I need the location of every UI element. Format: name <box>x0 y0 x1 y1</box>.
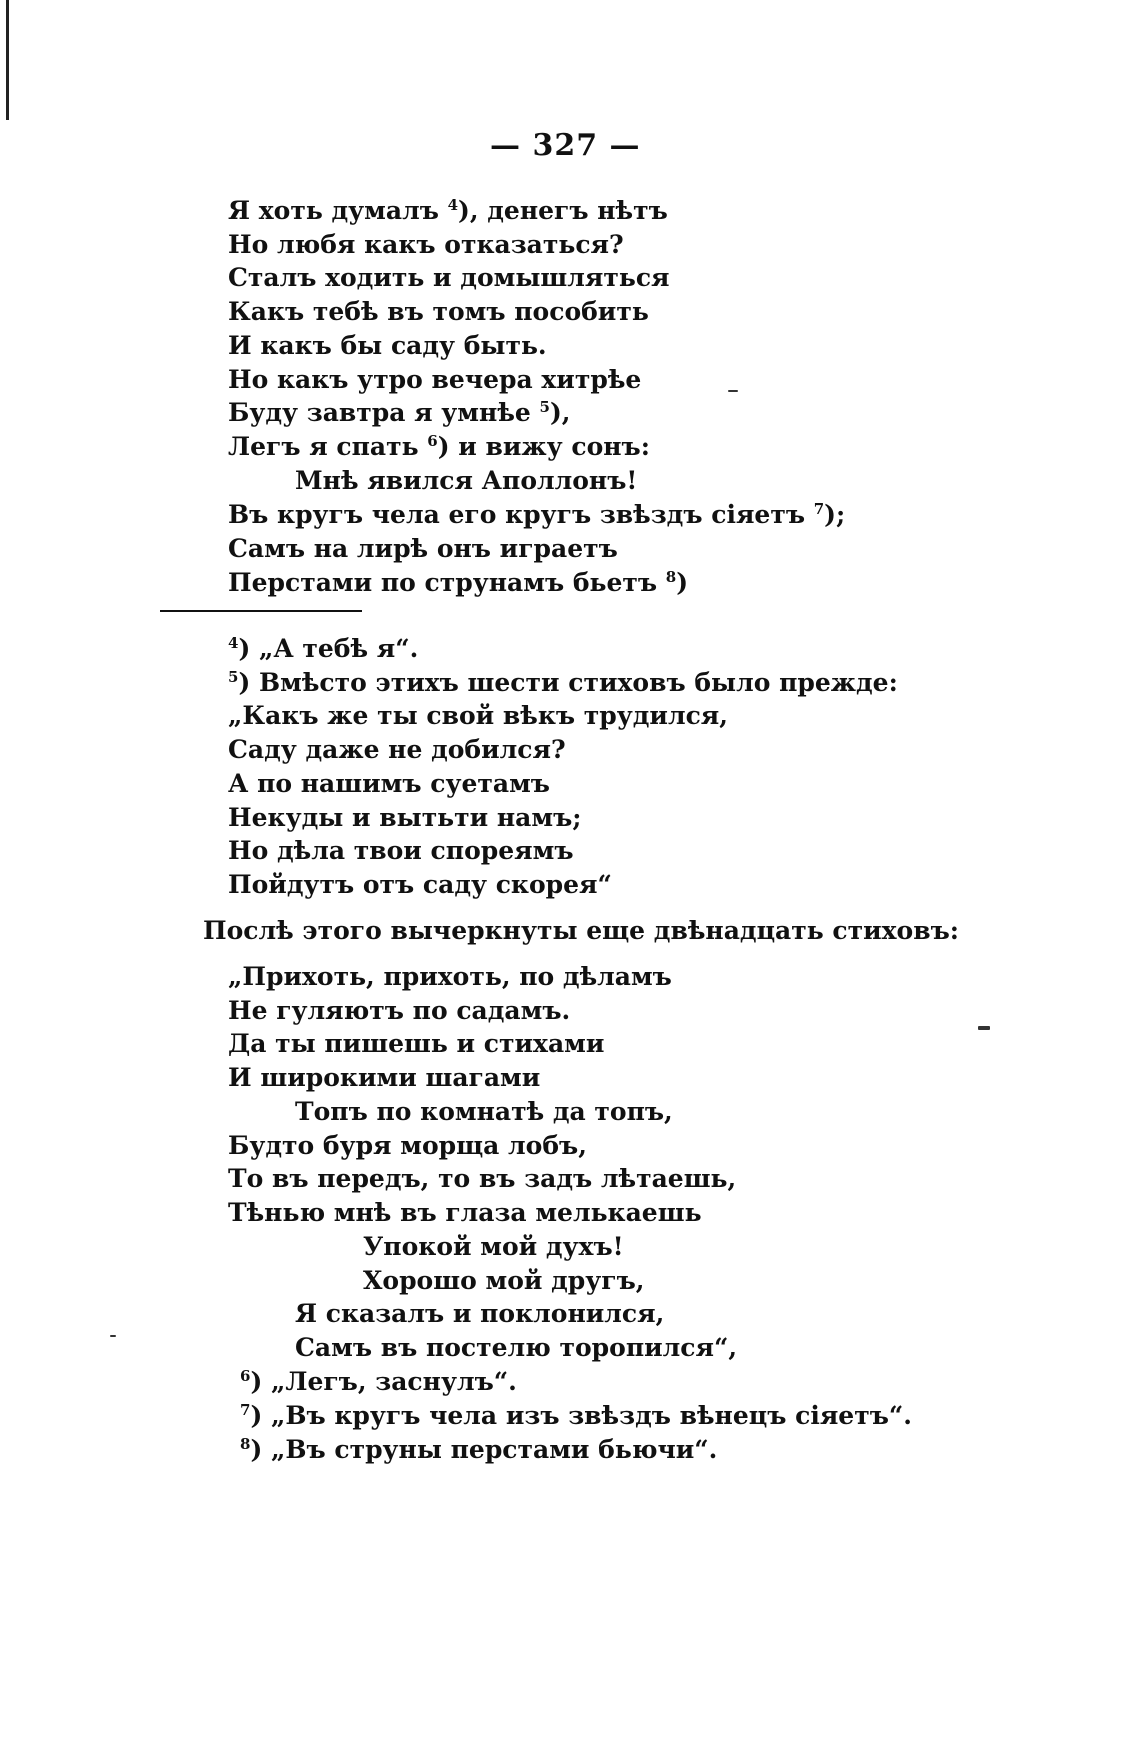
poem-line: Въ кругъ чела его кругъ звѣздъ сіяетъ $^7$); <box>228 500 846 529</box>
crossed-out-line: И широкими шагами <box>228 1063 541 1092</box>
poem-line: Но любя какъ отказаться? <box>228 230 624 259</box>
poem-line: Сталъ ходить и домышляться <box>228 263 670 292</box>
poem-line: Легъ я спать $^6$) и вижу сонъ: <box>228 432 650 461</box>
crossed-out-line: „Прихоть, прихоть, по дѣламъ <box>228 962 672 991</box>
crossed-out-line: То въ передъ, то въ задъ лѣтаешь, <box>228 1164 737 1193</box>
footnote-8: $^8$) „Въ струны перстами бьючи“. <box>240 1435 718 1464</box>
crossed-out-line: Тѣнью мнѣ въ глаза мелькаешь <box>228 1198 702 1227</box>
footnote-5-line: А по нашимъ суетамъ <box>228 769 550 798</box>
footnote-5-line: Пойдутъ отъ саду скорея“ <box>228 870 612 899</box>
crossed-out-line: Будто буря морща лобъ, <box>228 1131 587 1160</box>
crossed-out-line: Упокой мой духъ! <box>363 1232 624 1261</box>
scan-speck <box>110 1335 116 1337</box>
poem-line: Буду завтра я умнѣе $^5$), <box>228 398 571 427</box>
crossed-out-line: Не гуляютъ по садамъ. <box>228 996 571 1025</box>
footnote-6: $^6$) „Легъ, заснулъ“. <box>240 1367 517 1396</box>
crossed-out-line: Самъ въ постелю торопился“, <box>295 1333 738 1362</box>
footnote-7: $^7$) „Въ кругъ чела изъ звѣздъ вѣнецъ сіяетъ“. <box>240 1401 912 1430</box>
crossed-out-line: Топъ по комнатѣ да топъ, <box>295 1097 673 1126</box>
footnote-5-line: Но дѣла твои спореямъ <box>228 836 574 865</box>
crossed-out-line: Да ты пишешь и стихами <box>228 1029 605 1058</box>
scan-speck <box>978 1026 990 1030</box>
footnote-4: $^4$) „А тебѣ я“. <box>228 634 419 663</box>
footnote-5-line: „Какъ же ты свой вѣкъ трудился, <box>228 701 728 730</box>
crossed-out-intro: Послѣ этого вычеркнуты еще двѣнадцать стиховъ: <box>203 916 960 945</box>
poem-line: Перстами по струнамъ бьетъ $^8$) <box>228 568 689 597</box>
poem-line: Я хоть думалъ $^4$), денегъ нѣтъ <box>228 196 668 225</box>
footnote-5: $^5$) Вмѣсто этихъ шести стиховъ было прежде: <box>228 668 898 697</box>
page-edge-line <box>6 0 9 120</box>
footnote-5-line: Некуды и вытьти намъ; <box>228 803 582 832</box>
page-number: — 327 — <box>490 128 641 163</box>
poem-line: Мнѣ явился Аполлонъ! <box>295 466 638 495</box>
crossed-out-line: Хорошо мой другъ, <box>363 1266 645 1295</box>
poem-line: Но какъ утро вечера хитрѣе <box>228 365 642 394</box>
crossed-out-line: Я сказалъ и поклонился, <box>295 1299 665 1328</box>
footnote-5-line: Саду даже не добился? <box>228 735 566 764</box>
poem-line: Самъ на лирѣ онъ играетъ <box>228 534 618 563</box>
poem-line: И какъ бы саду быть. <box>228 331 547 360</box>
footnote-separator <box>160 610 362 612</box>
poem-line: Какъ тебѣ въ томъ пособить <box>228 297 649 326</box>
scan-speck <box>728 390 738 392</box>
